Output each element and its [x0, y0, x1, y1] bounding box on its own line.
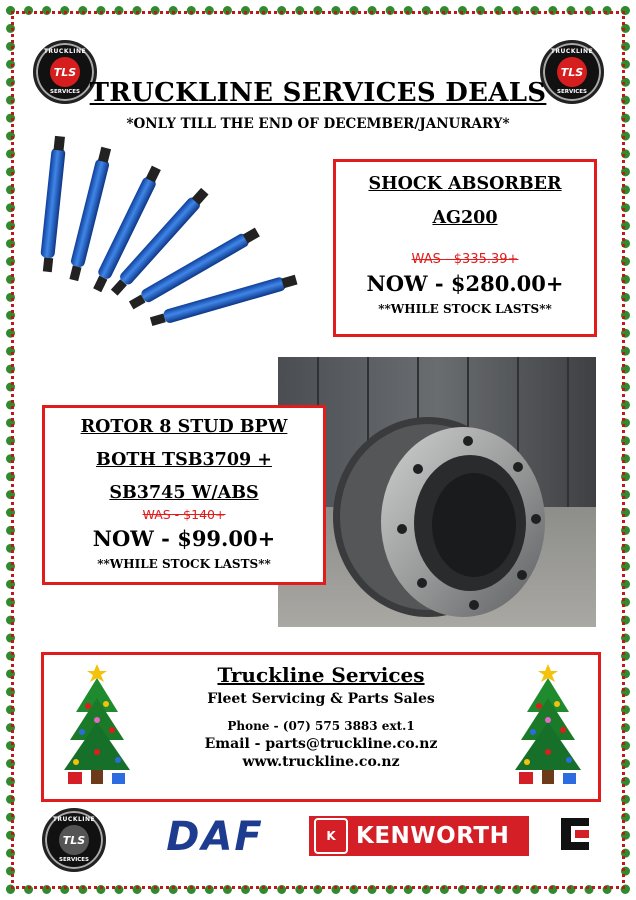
company-tagline: Fleet Servicing & Parts Sales — [207, 691, 435, 707]
offer-title-line1: ROTOR 8 STUD BPW — [80, 417, 288, 437]
email-address[interactable]: Email - parts@truckline.co.nz — [204, 736, 438, 752]
kenworth-logo — [309, 816, 529, 856]
stock-note: **WHILE STOCK LASTS** — [378, 302, 552, 316]
stock-note: **WHILE STOCK LASTS** — [97, 557, 271, 571]
shock-absorber-offer — [333, 159, 597, 337]
kenworth-wordmark: KENWORTH — [356, 823, 510, 849]
promo-period: *ONLY TILL THE END OF DECEMBER/JANURARY* — [126, 116, 510, 132]
website-link[interactable]: www.truckline.co.nz — [242, 754, 400, 770]
christmas-tree-right — [513, 660, 583, 788]
rotor-offer — [42, 405, 326, 585]
christmas-tree-left — [62, 660, 132, 788]
page-title: TRUCKLINE SERVICES DEALS — [89, 78, 547, 108]
now-price: NOW - $99.00+ — [92, 526, 276, 551]
phone-number: Phone - (07) 575 3883 ext.1 — [227, 719, 415, 733]
offer-title-line2: AG200 — [432, 208, 498, 228]
logo-core-text: TLS — [50, 57, 80, 87]
logo-top-text: TRUCKLINE — [43, 48, 87, 55]
logo-top-text: TRUCKLINE — [52, 816, 96, 823]
was-price: WAS - $140+ — [142, 507, 226, 522]
was-price: WAS - $335.39+ — [411, 252, 519, 267]
cummins-logo — [555, 812, 595, 856]
company-name: Truckline Services — [217, 663, 425, 687]
logo-core-text: TLS — [59, 825, 89, 855]
kenworth-emblem: K — [314, 818, 348, 854]
logo-bottom-text: SERVICES — [58, 857, 89, 863]
truckline-logo-bottom — [42, 808, 106, 872]
logo-top-text: TRUCKLINE — [550, 48, 594, 55]
offer-title-line2: BOTH TSB3709 + — [96, 450, 272, 470]
logo-bottom-text: SERVICES — [49, 89, 80, 95]
daf-logo: DAF — [166, 814, 264, 860]
logo-bottom-text: SERVICES — [556, 89, 587, 95]
now-price: NOW - $280.00+ — [366, 271, 564, 296]
shock-absorbers-image — [28, 128, 328, 368]
offer-title-line1: SHOCK ABSORBER — [368, 174, 562, 194]
offer-title-line3: SB3745 W/ABS — [109, 483, 259, 503]
logo-core-text: TLS — [557, 57, 587, 87]
